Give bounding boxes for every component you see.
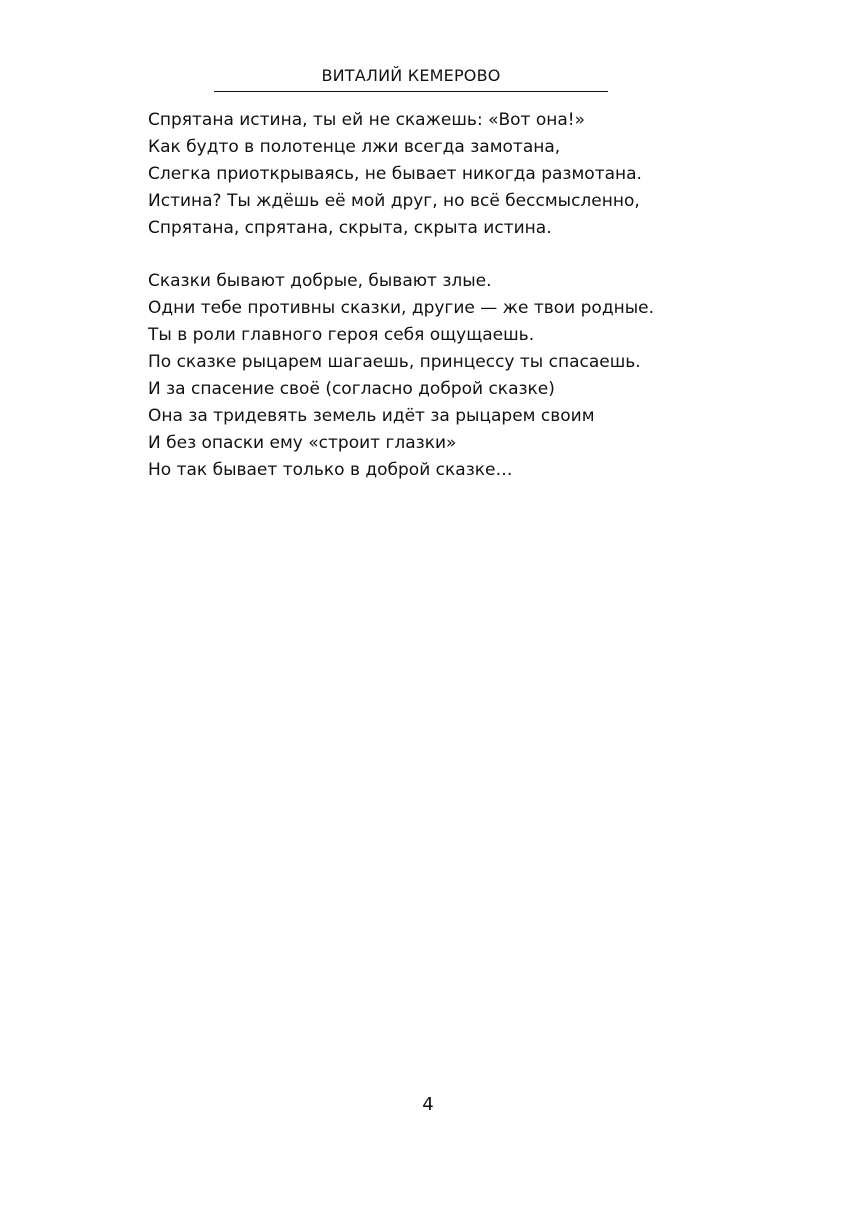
- poem-line: Слегка приоткрываясь, не бывает никогда размотана.: [148, 164, 642, 184]
- poem-line: Истина? Ты ждёшь её мой друг, но всё бессмысленно,: [148, 191, 640, 211]
- stanza-2: [148, 268, 748, 484]
- running-header-title: ВИТАЛИЙ КЕМЕРОВО: [321, 66, 501, 85]
- poem-line: Спрятана истина, ты ей не скажешь: «Вот она!»: [148, 110, 585, 130]
- poem-line: Спрятана, спрятана, скрыта, скрыта истина.: [148, 218, 552, 238]
- poem-line: Одни тебе противны сказки, другие — же твои родные.: [148, 298, 654, 318]
- poem-line: И за спасение своё (согласно доброй сказке): [148, 379, 555, 399]
- poem-line: Как будто в полотенце лжи всегда замотана,: [148, 137, 561, 157]
- poem-line: Она за тридевять земель идёт за рыцарем своим: [148, 406, 595, 426]
- stanza-1: [148, 107, 748, 242]
- poem-line: Но так бывает только в доброй сказке…: [148, 460, 513, 480]
- running-header: [214, 62, 608, 92]
- poem-line: Ты в роли главного героя себя ощущаешь.: [148, 325, 535, 345]
- poem-line: Сказки бывают добрые, бывают злые.: [148, 271, 492, 291]
- poem-body: [148, 107, 748, 510]
- page-number: 4: [422, 1094, 434, 1115]
- poem-line: По сказке рыцарем шагаешь, принцессу ты спасаешь.: [148, 352, 641, 372]
- poem-line: И без опаски ему «строит глазки»: [148, 433, 457, 453]
